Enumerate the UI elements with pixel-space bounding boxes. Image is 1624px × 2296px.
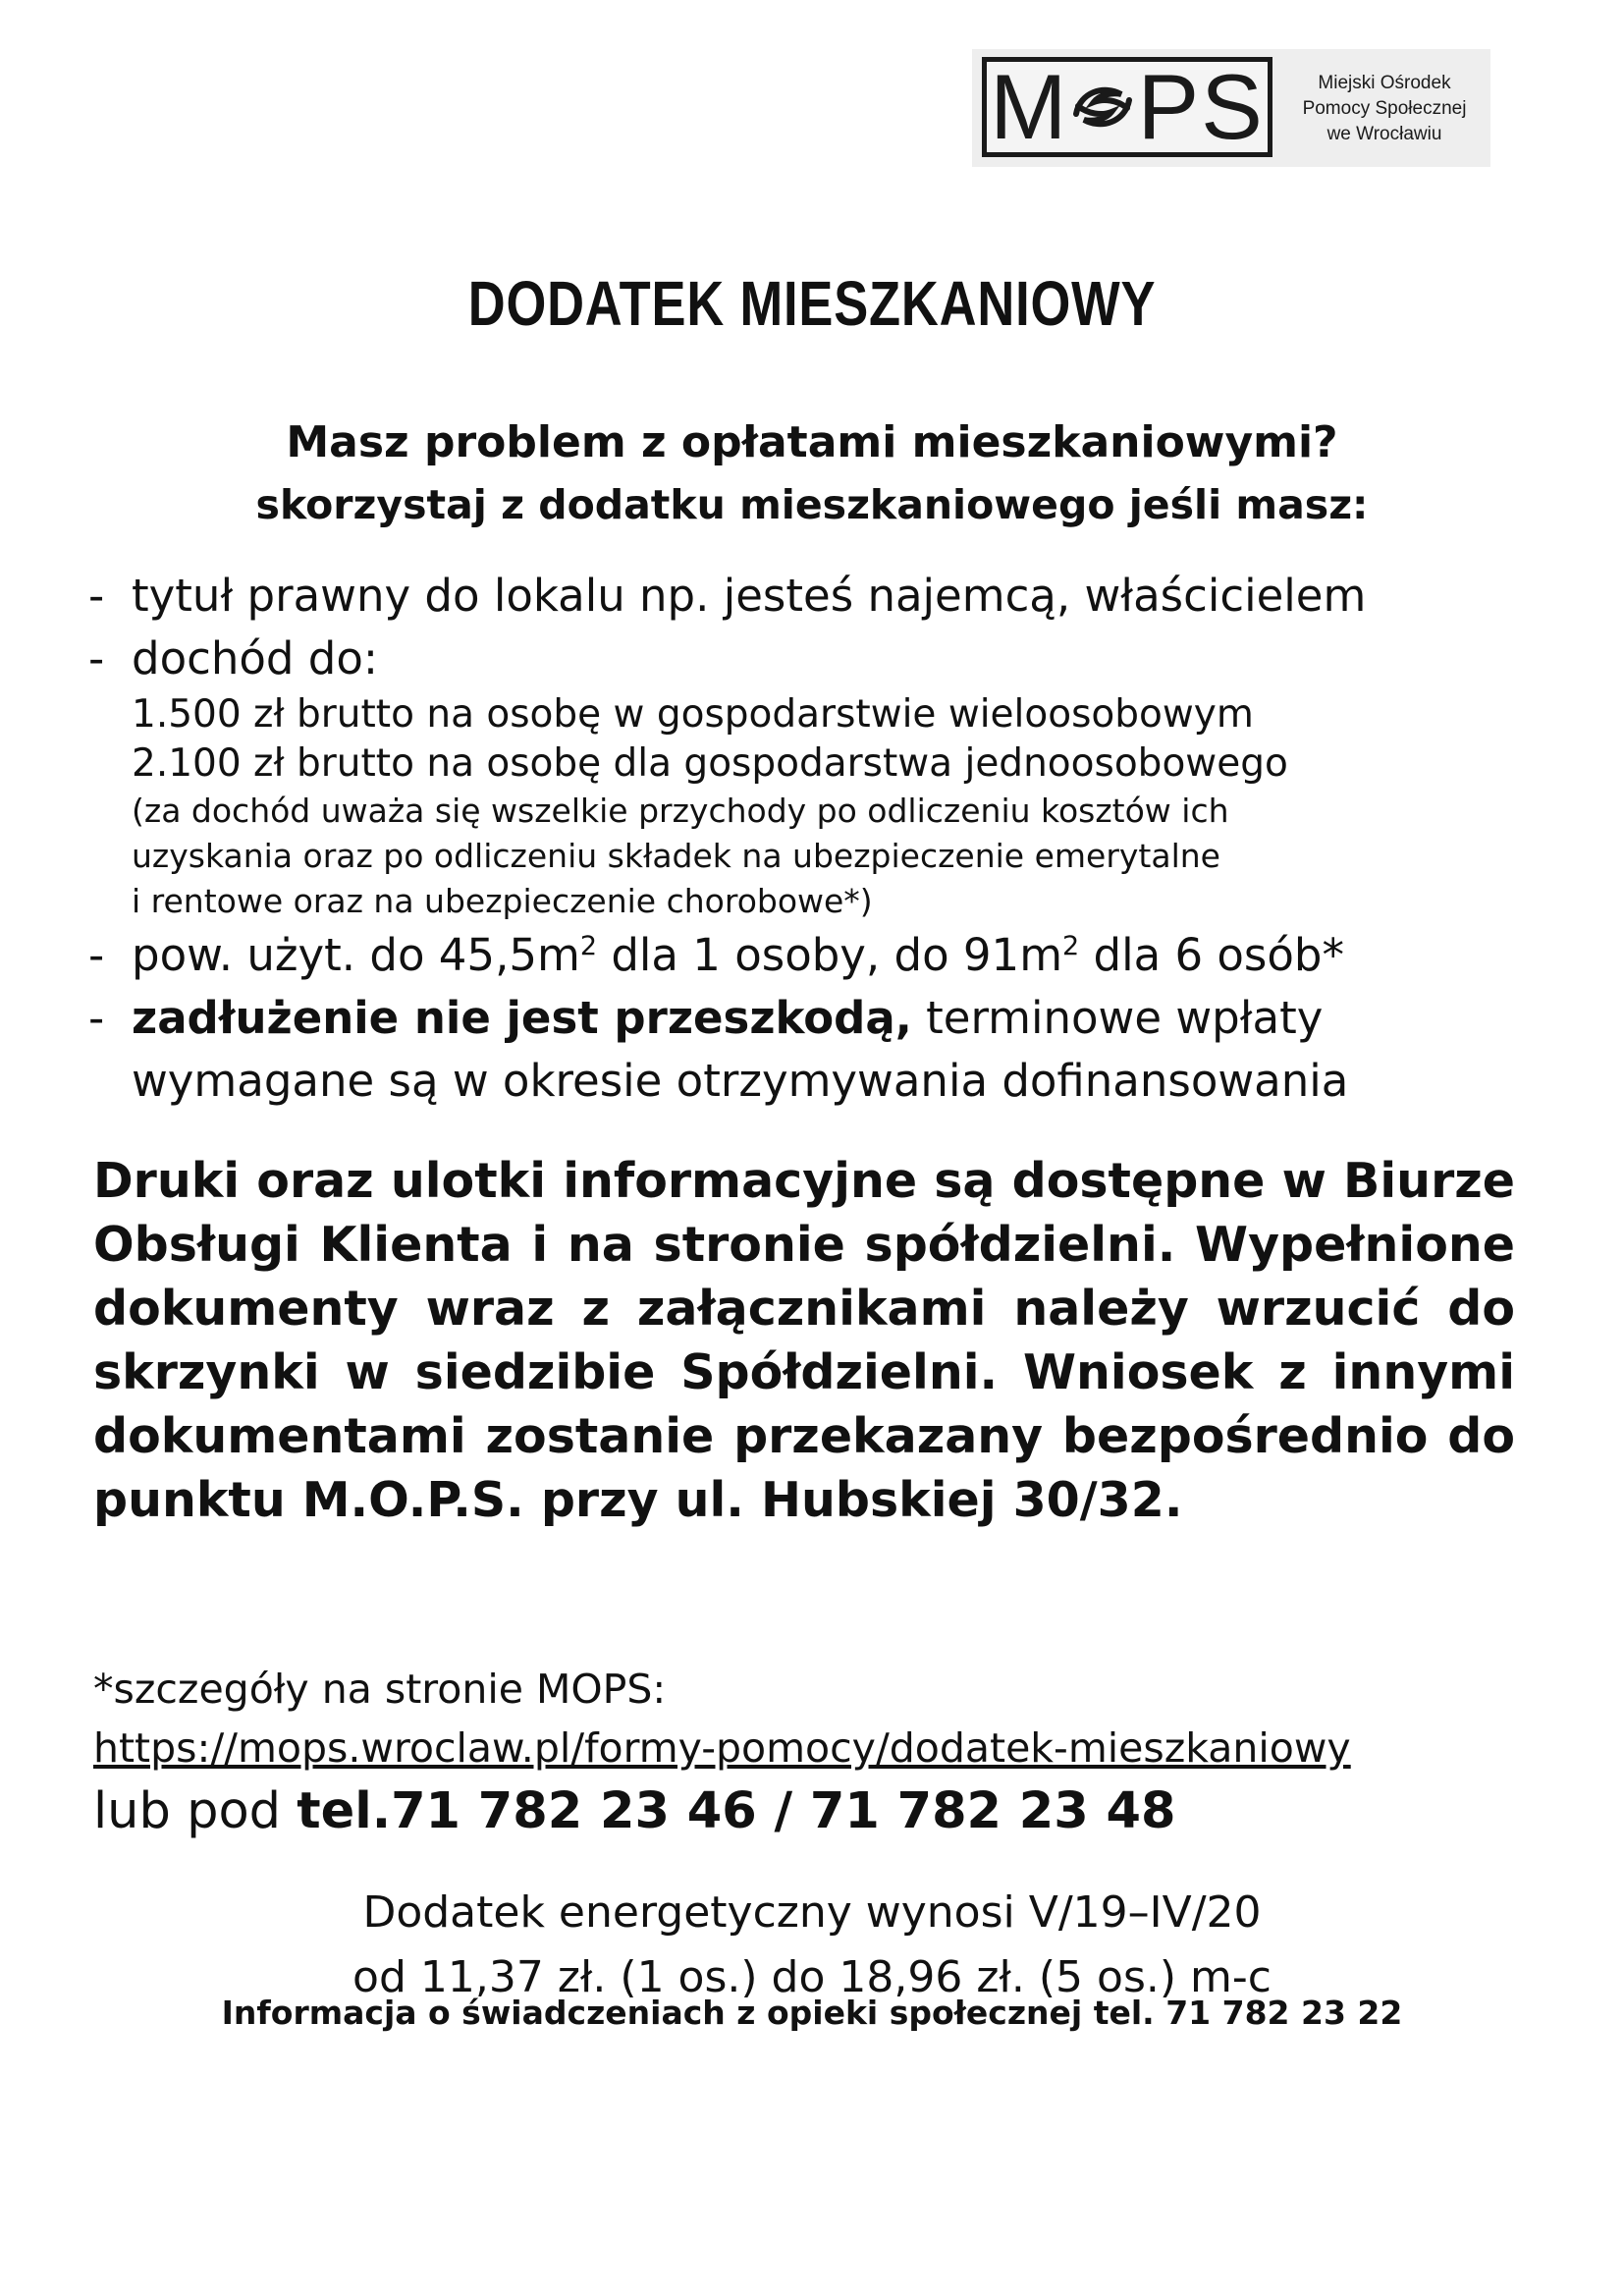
- income-limit-multi: 1.500 zł brutto na osobę w gospodarstwie wieloosobowym: [132, 692, 1254, 737]
- list-dash: -: [88, 992, 105, 1044]
- list-dash: -: [88, 570, 105, 622]
- intro-question: Masz problem z opłatami mieszkaniowymi?: [286, 417, 1338, 467]
- intro-condition: skorzystaj z dodatku mieszkaniowego jeśli masz:: [255, 481, 1369, 528]
- logo-letter-m: M: [990, 55, 1069, 158]
- phone-line: lub pod tel.71 782 23 46 / 71 782 23 48: [93, 1782, 1176, 1840]
- income-note-2: uzyskania oraz po odliczeniu składek na ubezpieczenie emerytalne: [132, 837, 1220, 875]
- page-title: DODATEK MIESZKANIOWY: [467, 268, 1157, 339]
- energy-line-2: od 11,37 zł. (1 os.) do 18,96 zł. (5 os.) m-c: [352, 1952, 1272, 2002]
- logo-line-3: we Wrocławiu: [1326, 124, 1442, 144]
- details-section: [93, 1660, 1566, 1846]
- requirements-list: [88, 565, 1561, 1113]
- legal-title-text: tytuł prawny do lokalu np. jesteś najemcą, właścicielem: [132, 570, 1367, 622]
- social-assistance-info: Informacja o świadczeniach z opieki społecznej tel. 71 782 23 22: [221, 1994, 1403, 2032]
- logo-line-1: Miejski Ośrodek: [1318, 73, 1451, 93]
- list-dash: -: [88, 929, 105, 981]
- income-heading: dochód do:: [132, 632, 379, 684]
- energy-line-1: Dodatek energetyczny wynosi V/19–IV/20: [362, 1887, 1262, 1938]
- logo-letters-ps: PS: [1137, 55, 1265, 158]
- logo-subtitle: [1286, 71, 1483, 147]
- phone-numbers: tel.71 782 23 46 / 71 782 23 48: [297, 1782, 1176, 1840]
- list-item: [88, 565, 1561, 628]
- income-limit-single: 2.100 zł brutto na osobę dla gospodarstwa jednoosobowego: [132, 741, 1288, 786]
- submission-paragraph: Druki oraz ulotki informacyjne są dostępne w Biurze Obsługi Klienta i na stronie spółdzielni. Wypełnione dokumenty wraz z załącznikami należy wrzucić do skrzynki w siedzibie Spółdzielni. Wniosek z innymi dokumentami zostanie przekazany bezpośrednio do punktu M.O.P.S. przy ul. Hubskiej 30/32.: [93, 1153, 1515, 1528]
- hands-emblem-icon: [1070, 75, 1135, 139]
- mops-link[interactable]: https://mops.wroclaw.pl/formy-pomocy/dodatek-mieszkaniowy: [93, 1724, 1351, 1772]
- income-note-3: i rentowe oraz na ubezpieczenie chorobowe*): [132, 882, 873, 920]
- energy-allowance: [0, 1881, 1624, 2010]
- area-limit-text: pow. użyt. do $45,5m^2$ dla 1 osoby, do $91m^2$ dla 6 osób*: [132, 929, 1344, 981]
- logo-line-2: Pomocy Społecznej: [1302, 98, 1467, 119]
- mops-logo: [972, 49, 1490, 167]
- list-item: [88, 628, 1561, 690]
- details-label: *szczegóły na stronie MOPS:: [93, 1666, 667, 1713]
- debt-highlight: zadłużenie nie jest przeszkodą,: [132, 992, 912, 1044]
- list-item: [88, 987, 1561, 1113]
- income-note-1: (za dochód uważa się wszelkie przychody po odliczeniu kosztów ich: [132, 792, 1229, 830]
- logo-box: [982, 57, 1272, 157]
- list-item: [88, 924, 1561, 987]
- list-dash: -: [88, 632, 105, 684]
- debt-text: zadłużenie nie jest przeszkodą, terminowe wpłaty wymagane są w okresie otrzymywania dofinansowania: [132, 992, 1349, 1107]
